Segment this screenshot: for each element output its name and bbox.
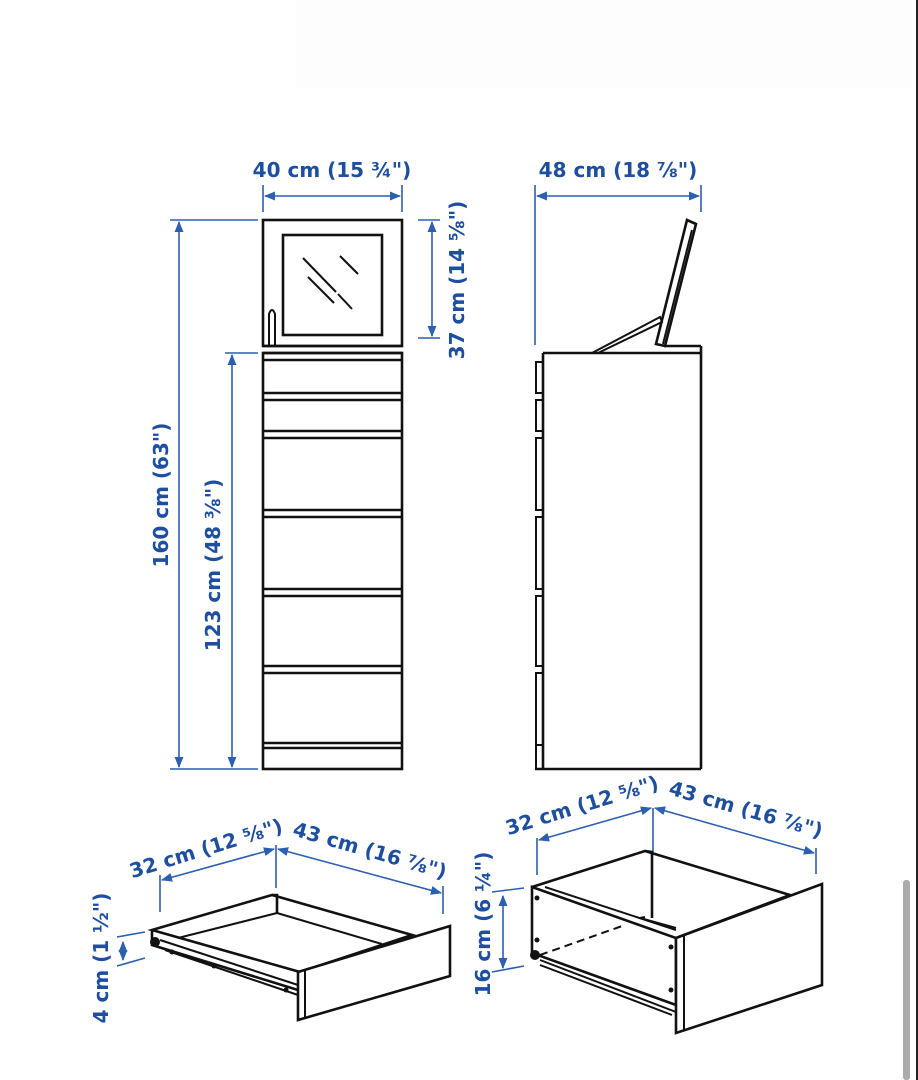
- small-drawer: [89, 814, 450, 1024]
- small-drawer-width-label: 43 cm (16 ⅞"): [290, 816, 450, 884]
- drawer-fronts: [263, 360, 402, 748]
- large-drawer: [471, 771, 825, 1033]
- mirror-height-label: 37 cm (14 ⅝"): [445, 200, 469, 360]
- side-view: [535, 158, 701, 769]
- scrollbar-thumb[interactable]: [903, 880, 910, 1080]
- large-drawer-width-label: 43 cm (16 ⅞"): [666, 775, 826, 843]
- front-view: [149, 158, 469, 769]
- total-height-label: 160 cm (63"): [149, 422, 173, 568]
- large-drawer-height-label: 16 cm (6 ¼"): [471, 851, 495, 997]
- body-height-label: 123 cm (48 ⅜"): [201, 478, 225, 652]
- large-drawer-depth-label: 32 cm (12 ⅝"): [502, 770, 662, 840]
- front-width-label: 40 cm (15 ¾"): [252, 158, 412, 182]
- side-depth-label: 48 cm (18 ⅞"): [538, 158, 698, 182]
- small-drawer-height-label: 4 cm (1 ½"): [89, 892, 113, 1024]
- small-drawer-depth-label: 32 cm (12 ⅝"): [126, 813, 286, 883]
